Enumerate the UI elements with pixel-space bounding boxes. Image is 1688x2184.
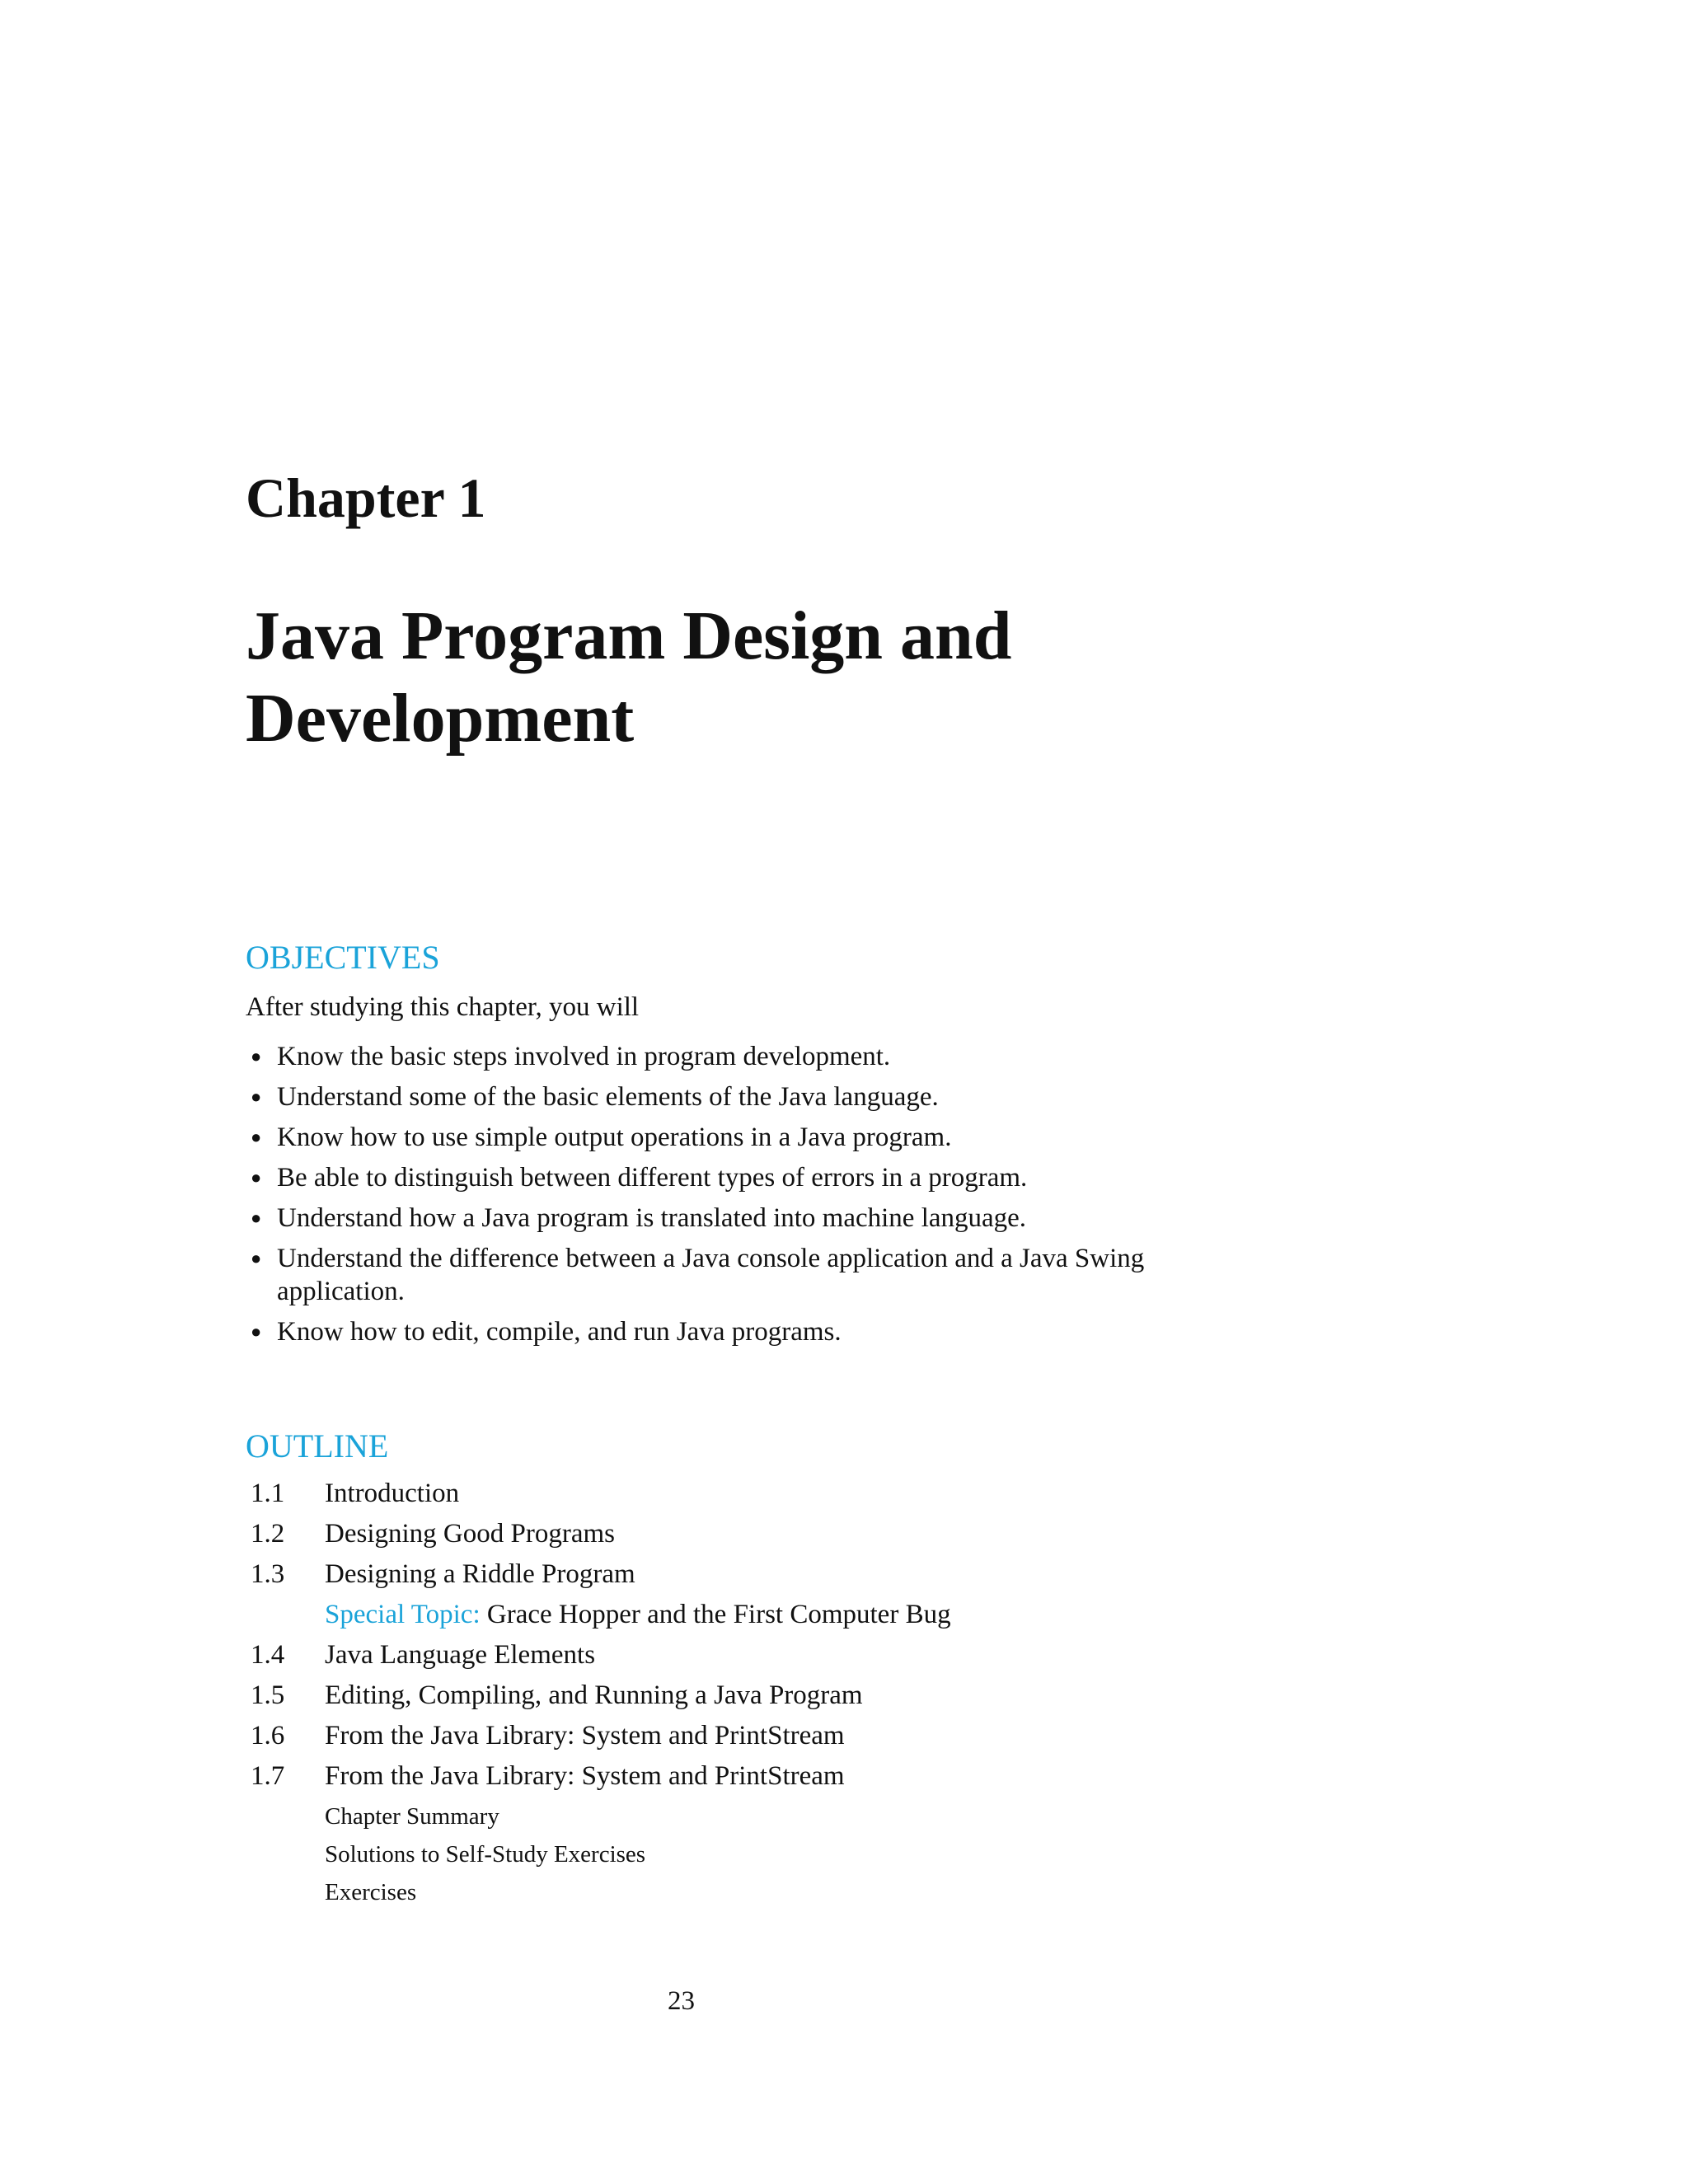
- objective-text: Understand how a Java program is translated into machine language.: [277, 1203, 1027, 1233]
- chapter-title-line-2: Development: [246, 680, 635, 757]
- outline-item: [246, 1760, 1400, 1800]
- bullet-icon: ●: [251, 1086, 262, 1107]
- outline-list: [246, 1477, 1400, 1914]
- chapter-title: [246, 595, 1317, 760]
- outline-item: [246, 1558, 1400, 1598]
- objective-item: [246, 1080, 1218, 1113]
- outline-section-number: 1.6: [251, 1721, 285, 1750]
- objective-item: [246, 1121, 1218, 1154]
- objectives-list: [246, 1040, 1218, 1356]
- outline-item: [246, 1517, 1400, 1558]
- objective-text: Understand some of the basic elements of the Java language.: [277, 1082, 939, 1112]
- special-topic-label: Special Topic:: [325, 1600, 481, 1629]
- outline-section-title: Chapter Summary: [325, 1803, 499, 1830]
- objective-item: [246, 1040, 1218, 1073]
- outline-section-number: 1.4: [251, 1640, 285, 1670]
- outline-section-title: Java Language Elements: [325, 1640, 596, 1670]
- special-topic-title: Grace Hopper and the First Computer Bug: [486, 1600, 951, 1629]
- outline-section-title: Designing a Riddle Program: [325, 1559, 635, 1589]
- objective-text: Know the basic steps involved in program development.: [277, 1042, 891, 1071]
- chapter-title-line-1: Java Program Design and: [246, 598, 1012, 674]
- outline-section-number: 1.3: [251, 1559, 285, 1589]
- outline-section-title: From the Java Library: System and PrintStream: [325, 1721, 845, 1750]
- outline-special-topic: [246, 1598, 1400, 1638]
- page-number: 23: [668, 1986, 695, 2016]
- outline-section-number: 1.7: [251, 1761, 285, 1791]
- objective-item: [246, 1161, 1218, 1194]
- outline-section-title: Editing, Compiling, and Running a Java Program: [325, 1680, 863, 1710]
- objectives-intro: After studying this chapter, you will: [246, 992, 640, 1022]
- outline-item: [246, 1838, 1400, 1876]
- outline-section-title: Exercises: [325, 1879, 417, 1905]
- objective-text: Be able to distinguish between different types of errors in a program.: [277, 1163, 1028, 1193]
- outline-section-number: 1.5: [251, 1680, 285, 1710]
- bullet-icon: ●: [251, 1321, 262, 1342]
- outline-section-number: 1.2: [251, 1519, 285, 1549]
- bullet-icon: ●: [251, 1046, 262, 1066]
- outline-item: [246, 1800, 1400, 1838]
- outline-section-title: Designing Good Programs: [325, 1519, 615, 1549]
- bullet-icon: ●: [251, 1127, 262, 1147]
- objective-text: Know how to use simple output operations in a Java program.: [277, 1122, 952, 1152]
- chapter-label: Chapter 1: [246, 466, 486, 529]
- objective-item: [246, 1202, 1218, 1235]
- outline-section-title: [325, 1598, 951, 1631]
- outline-section-title: Solutions to Self-Study Exercises: [325, 1841, 646, 1868]
- outline-item: [246, 1477, 1400, 1517]
- objectives-heading: OBJECTIVES: [246, 939, 440, 976]
- outline-item: [246, 1638, 1400, 1679]
- outline-section-number: 1.1: [251, 1479, 285, 1508]
- objective-item: [246, 1315, 1218, 1348]
- bullet-icon: ●: [251, 1167, 262, 1188]
- objective-item: [246, 1242, 1218, 1308]
- outline-section-title: From the Java Library: System and PrintStream: [325, 1761, 845, 1791]
- outline-section-title: Introduction: [325, 1479, 460, 1508]
- outline-heading: OUTLINE: [246, 1427, 389, 1465]
- outline-item: [246, 1876, 1400, 1914]
- objective-text: Know how to edit, compile, and run Java programs.: [277, 1317, 842, 1347]
- objective-text: Understand the difference between a Java console application and a Java Swing application.: [277, 1244, 1145, 1306]
- outline-item: [246, 1679, 1400, 1719]
- outline-item: [246, 1719, 1400, 1760]
- bullet-icon: ●: [251, 1207, 262, 1228]
- bullet-icon: ●: [251, 1248, 262, 1268]
